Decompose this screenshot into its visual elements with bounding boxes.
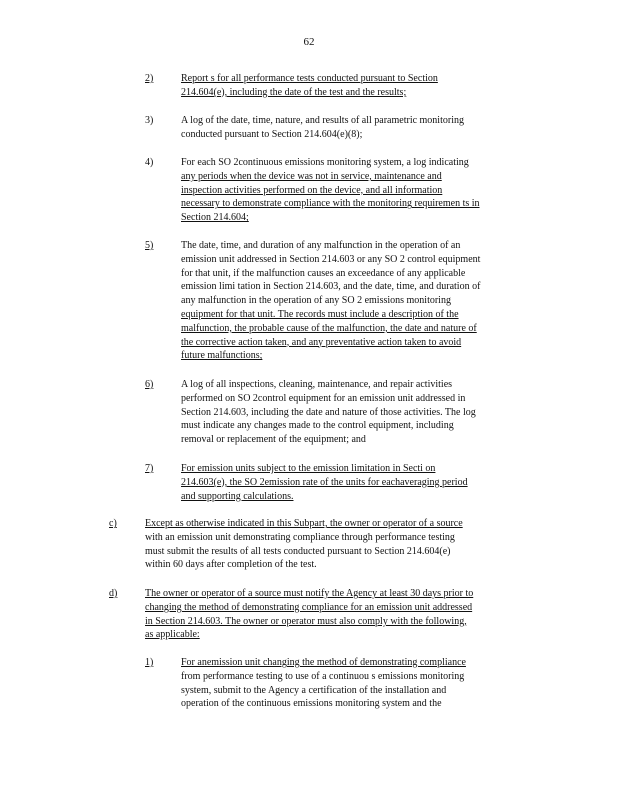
text-line: operation of the continuous emissions monitoring system and the	[181, 698, 442, 710]
text-line: for that unit, if the malfunction causes an exceedance of any applicable	[181, 267, 466, 279]
list-item-text	[181, 239, 538, 363]
text-line: For anemission unit changing the method of demonstrating compliance	[181, 657, 466, 668]
text-line: from performance testing to use of a continuou s emissions monitoring	[181, 670, 465, 682]
text-line: For emission units subject to the emission limitation in Secti on	[181, 463, 436, 474]
text-line: changing the method of demonstrating compliance for an emission unit addressed	[145, 601, 473, 613]
text-line: the corrective action taken, and any preventative action taken to avoid	[181, 336, 462, 348]
list-item-text	[181, 72, 453, 100]
list-item-marker: 5)	[145, 240, 154, 251]
text-line: must submit the results of all tests conducted pursuant to Section 214.604(e)	[145, 545, 451, 557]
page-number: 62	[303, 36, 315, 48]
text-line: future malfunctions;	[181, 350, 263, 362]
text-line: emission unit addressed in Section 214.603 or any SO 2 control equipment	[181, 253, 481, 265]
list-item-text	[145, 587, 541, 642]
text-line: necessary to demonstrate compliance with the monitoring requiremen ts in	[181, 198, 480, 210]
text-line: 214.603(e), the SO 2emission rate of the units for eachaveraging period	[181, 476, 468, 488]
text-line: within 60 days after completion of the test.	[145, 559, 317, 571]
list-item-text	[181, 656, 526, 711]
list-item-marker: 6)	[145, 379, 154, 390]
list-item-text	[181, 378, 538, 447]
text-line: malfunction, the probable cause of the malfunction, the date and nature of	[181, 322, 477, 334]
text-line: conducted pursuant to Section 214.604(e)(8);	[181, 128, 363, 140]
text-line: performed on SO 2control equipment for an emission unit addressed in	[181, 392, 466, 404]
list-item-text	[181, 462, 486, 503]
list-item-marker: 3)	[145, 115, 154, 126]
text-line: removal or replacement of the equipment; and	[181, 434, 366, 446]
text-line: Except as otherwise indicated in this Subpart, the owner or operator of a source	[145, 518, 463, 529]
list-item-marker: c)	[109, 518, 117, 529]
text-line: A log of the date, time, nature, and results of all parametric monitoring	[181, 115, 464, 126]
text-line: and supporting calculations.	[181, 490, 294, 502]
text-line: in Section 214.603. The owner or operator must also comply with the following,	[145, 615, 467, 627]
list-item-marker: d)	[109, 588, 118, 599]
text-line: Report s for all performance tests conducted pursuant to Section	[181, 73, 438, 84]
list-item-marker: 4)	[145, 157, 154, 168]
text-line: any malfunction in the operation of any SO 2 emissions monitoring	[181, 295, 451, 307]
list-item-text	[181, 114, 515, 142]
text-line: as applicable:	[145, 629, 200, 641]
text-line: emission limi tation in Section 214.603, and the date, time, and duration of	[181, 281, 481, 293]
text-line: Section 214.603, including the date and nature of those activities. The log	[181, 406, 476, 418]
text-line: A log of all inspections, cleaning, maintenance, and repair activities	[181, 379, 453, 390]
text-line: 214.604(e), including the date of the test and the results;	[181, 86, 407, 98]
list-item-text	[181, 156, 537, 225]
text-line: system, submit to the Agency a certification of the installation and	[181, 684, 447, 696]
text-line: For each SO 2continuous emissions monitoring system, a log indicating	[181, 157, 469, 168]
text-line: Section 214.604;	[181, 212, 249, 224]
text-line: must indicate any changes made to the control equipment, including	[181, 420, 454, 432]
text-line: inspection activities performed on the device, and all information	[181, 184, 443, 196]
list-item-marker: 1)	[145, 657, 154, 668]
text-line: The date, time, and duration of any malfunction in the operation of an	[181, 240, 461, 251]
text-line: equipment for that unit. The records must include a description of the	[181, 308, 459, 320]
text-line: with an emission unit demonstrating compliance through performance testing	[145, 531, 455, 543]
text-line: The owner or operator of a source must notify the Agency at least 30 days prior to	[145, 588, 474, 599]
list-item-marker: 2)	[145, 73, 154, 84]
list-item-text	[145, 517, 522, 572]
list-item-marker: 7)	[145, 463, 154, 474]
text-line: any periods when the device was not in service, maintenance and	[181, 170, 442, 182]
